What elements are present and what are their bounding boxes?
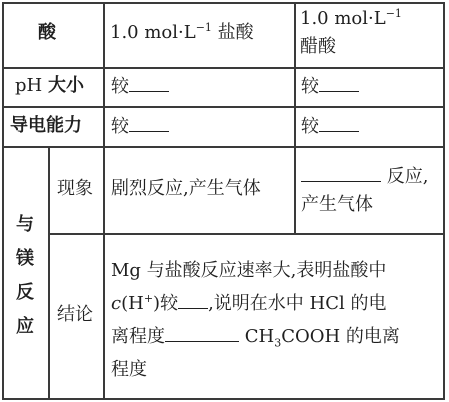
group-char-1: 与 xyxy=(16,214,34,235)
column-divider-1 xyxy=(103,2,105,399)
hcl-concentration: 1.0 mol·L xyxy=(110,22,196,43)
magnesium-reaction-group-label xyxy=(14,212,36,340)
acetic-unit-sup: −1 xyxy=(385,7,402,20)
conductivity-acetic-blank xyxy=(319,113,359,132)
concentration-symbol: c xyxy=(111,293,122,314)
group-char-4: 应 xyxy=(16,316,34,337)
conclusion-line-3 xyxy=(111,320,400,353)
group-char-3: 反 xyxy=(16,282,34,303)
table-border-left xyxy=(2,2,4,399)
conclusion-line-4: 程度 xyxy=(111,359,147,380)
row-divider-2 xyxy=(2,106,445,108)
group-char-2: 镁 xyxy=(16,248,34,269)
hydrogen-ion: (H xyxy=(121,293,144,314)
ph-row-label xyxy=(15,73,84,99)
phenomenon-hcl-text: 剧烈反应,产生气体 xyxy=(111,178,261,199)
phenomenon-acetic-line1: 反应, xyxy=(386,166,429,187)
table-border-top xyxy=(2,2,445,4)
conclusion-compare-text: )较 xyxy=(153,293,179,314)
conductivity-label-text: 导电能力 xyxy=(10,115,82,136)
ph-acetic-blank xyxy=(319,73,359,92)
ph-acetic-cell xyxy=(301,73,359,100)
conclusion-label-text: 结论 xyxy=(57,304,93,325)
ph-hcl-text: 较 xyxy=(111,76,129,97)
acetic-formula-ch: CH xyxy=(244,326,275,347)
ph-text: pH xyxy=(15,75,48,96)
conclusion-line-2 xyxy=(111,287,400,320)
phenomenon-label-text: 现象 xyxy=(57,178,93,199)
conclusion-h-blank xyxy=(178,290,208,309)
header-acetic xyxy=(300,5,402,61)
acetic-concentration: 1.0 mol·L xyxy=(300,8,386,29)
conductivity-hcl-text: 较 xyxy=(111,116,129,137)
ph-hcl-blank xyxy=(129,73,169,92)
row-divider-4 xyxy=(48,233,445,235)
conductivity-acetic-cell xyxy=(301,113,359,140)
table-border-right xyxy=(443,2,445,399)
ph-acetic-text: 较 xyxy=(301,76,319,97)
phenomenon-hcl-cell xyxy=(111,176,261,202)
conclusion-line-2-tail: ,说明在水中 HCl 的电 xyxy=(208,293,387,314)
acid-label-text: 酸 xyxy=(38,22,56,43)
conclusion-label xyxy=(57,302,93,328)
conductivity-hcl-cell xyxy=(111,113,169,140)
row-divider-3 xyxy=(2,146,445,148)
acetic-name: 醋酸 xyxy=(300,36,336,57)
acetic-formula-cooh: COOH 的电离 xyxy=(281,326,400,347)
column-divider-2 xyxy=(294,2,296,234)
conductivity-row-label xyxy=(10,113,82,139)
hcl-unit-sup: −1 xyxy=(195,21,212,34)
subgroup-divider xyxy=(48,146,50,399)
row-divider-1 xyxy=(2,67,445,69)
hcl-name: 盐酸 xyxy=(211,22,254,43)
table-border-bottom xyxy=(2,398,445,400)
phenomenon-acetic-cell xyxy=(301,163,428,219)
ionization-degree-text: 离程度 xyxy=(111,326,165,347)
hydrogen-charge: + xyxy=(143,292,154,305)
header-acid-label xyxy=(38,20,56,46)
conductivity-acetic-text: 较 xyxy=(301,116,319,137)
phenomenon-acetic-line2: 产生气体 xyxy=(301,194,373,215)
phenomenon-label xyxy=(57,176,93,202)
conclusion-text xyxy=(111,254,400,386)
conclusion-ionization-blank xyxy=(165,323,239,342)
ph-hcl-cell xyxy=(111,73,169,100)
conclusion-line-1: Mg 与盐酸反应速率大,表明盐酸中 xyxy=(111,260,387,281)
header-hcl xyxy=(110,20,254,46)
acetic-formula-sub: 3 xyxy=(274,336,282,350)
conductivity-hcl-blank xyxy=(129,113,169,132)
ph-size-text: 大小 xyxy=(47,75,84,96)
phenomenon-acetic-blank xyxy=(301,163,381,182)
